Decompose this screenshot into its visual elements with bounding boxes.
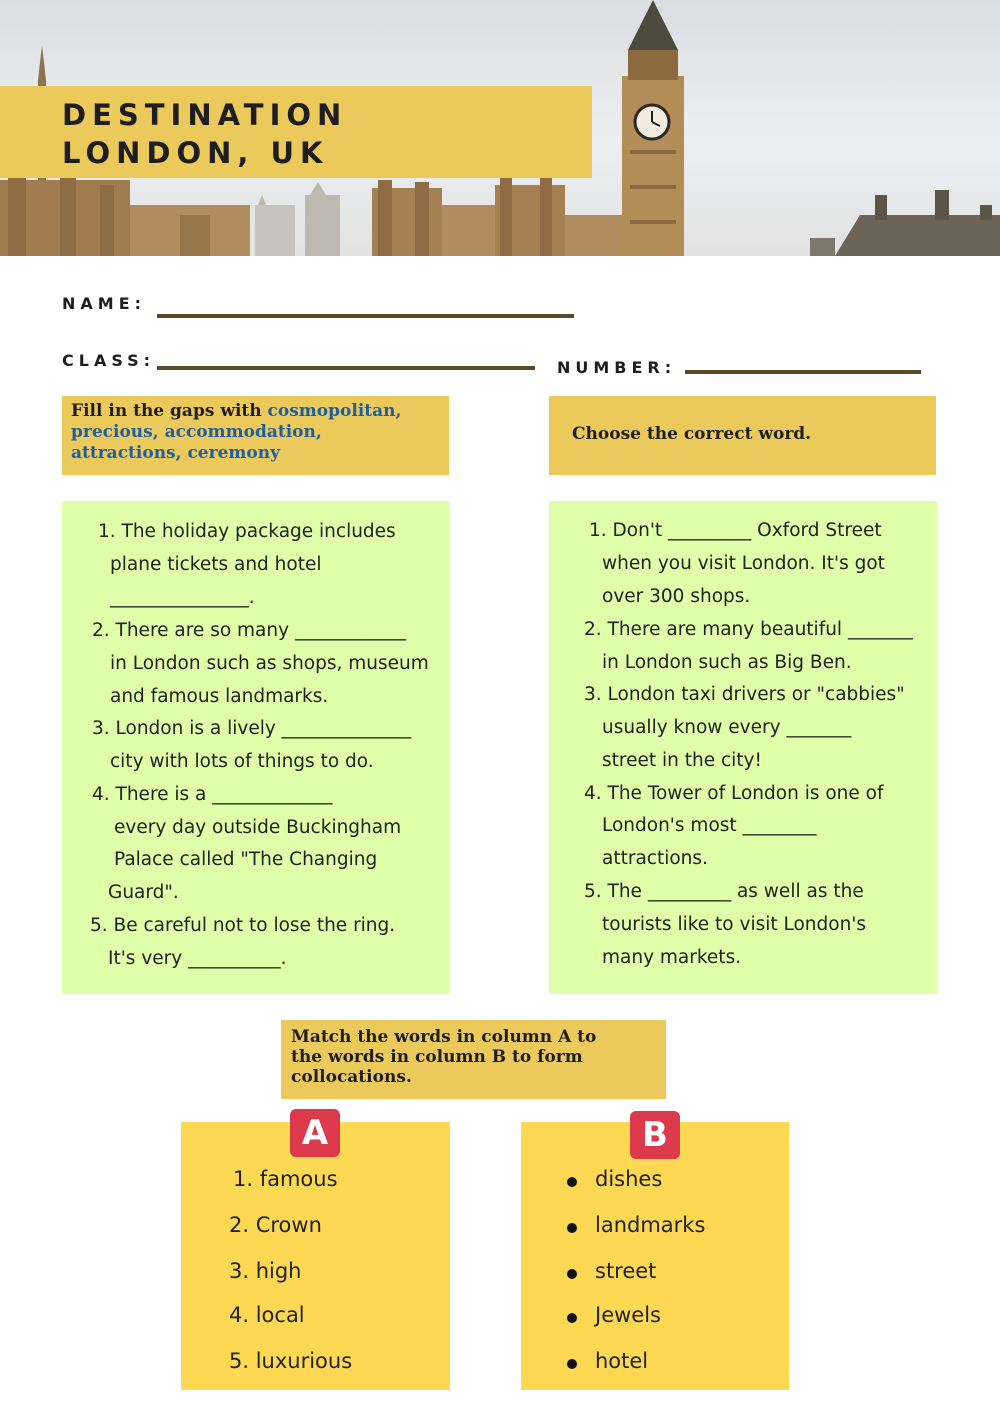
column-a-item: 4. local [229, 1303, 305, 1327]
exercise1-line: every day outside Buckingham [114, 817, 402, 838]
exercise1-line: Palace called "The Changing [114, 849, 378, 870]
column-a-item: 2. Crown [229, 1213, 322, 1237]
exercise2-line: attractions. [602, 848, 708, 869]
exercise3-instruction [281, 1020, 666, 1099]
exercise1-line: Guard". [108, 882, 179, 903]
exercise2-line: 4. The Tower of London is one of [584, 783, 884, 804]
exercise2-line: many markets. [602, 947, 742, 968]
exercise1-line: It's very __________. [108, 948, 287, 969]
exercise2-line: 3. London taxi drivers or "cabbies" [584, 684, 905, 705]
exercise3-instruction-line: Match the words in column A to [291, 1027, 597, 1047]
exercise2-box [549, 501, 937, 994]
column-a-item: 3. high [229, 1259, 302, 1283]
exercise2-line: 5. The _________ as well as the [584, 881, 864, 902]
exercise1-word-bank-2: precious, accommodation, [71, 422, 322, 442]
number-field[interactable] [685, 370, 921, 374]
exercise3-instruction-line: the words in column B to form [291, 1047, 583, 1067]
exercise2-line: London's most ________ [602, 815, 817, 836]
exercise1-line: city with lots of things to do. [110, 751, 374, 772]
exercise1-word-bank-1: cosmopolitan, [267, 401, 402, 421]
exercise1-instruction [62, 396, 449, 475]
title-line-1: DESTINATION [62, 98, 348, 132]
bullet-icon [567, 1177, 577, 1187]
exercise2-line: when you visit London. It's got [602, 553, 885, 574]
exercise1-line: 2. There are so many ____________ [92, 620, 406, 641]
class-field[interactable] [157, 366, 535, 370]
header-banner [0, 0, 1000, 256]
exercise2-instruction [549, 396, 936, 475]
exercise1-word-bank-3: attractions, ceremony [71, 443, 280, 463]
exercise2-line: in London such as Big Ben. [602, 652, 852, 673]
exercise1-line: 1. The holiday package includes [98, 521, 396, 542]
class-label: CLASS: [62, 351, 156, 370]
bullet-icon [567, 1359, 577, 1369]
exercise1-line: 5. Be careful not to lose the ring. [90, 915, 396, 936]
number-label: NUMBER: [557, 358, 677, 377]
exercise1-line: _______________. [110, 587, 255, 608]
name-label: NAME: [62, 294, 147, 313]
name-field[interactable] [157, 314, 574, 318]
exercise1-line: 4. There is a _____________ [92, 784, 333, 805]
title-box [0, 86, 592, 178]
exercise2-instruction-text: Choose the correct word. [572, 424, 812, 444]
column-b-item: landmarks [595, 1213, 706, 1237]
title-line-2: LONDON, UK [62, 136, 329, 170]
exercise3-instruction-line: collocations. [291, 1067, 412, 1087]
column-a-item: 5. luxurious [229, 1349, 353, 1373]
column-b-item: street [595, 1259, 657, 1283]
bullet-icon [567, 1223, 577, 1233]
bullet-icon [567, 1269, 577, 1279]
column-a-badge: A [290, 1109, 340, 1157]
column-b-item: Jewels [595, 1303, 661, 1327]
column-a-box [181, 1122, 450, 1390]
column-b-badge: B [630, 1111, 680, 1159]
exercise1-line: plane tickets and hotel [110, 554, 322, 575]
exercise2-line: 2. There are many beautiful _______ [584, 619, 913, 640]
exercise2-line: over 300 shops. [602, 586, 751, 607]
exercise1-instruction-text: Fill in the gaps with [71, 401, 268, 421]
exercise2-line: street in the city! [602, 750, 762, 771]
exercise1-line: in London such as shops, museum [110, 653, 429, 674]
column-b-item: dishes [595, 1167, 663, 1191]
exercise2-line: usually know every _______ [602, 717, 852, 738]
column-b-item: hotel [595, 1349, 649, 1373]
column-a-item: 1. famous [233, 1167, 338, 1191]
exercise2-line: 1. Don't _________ Oxford Street [589, 520, 882, 541]
exercise1-box [62, 501, 450, 994]
exercise1-line: 3. London is a lively ______________ [92, 718, 412, 739]
column-b-box [521, 1122, 789, 1390]
exercise1-line: and famous landmarks. [110, 686, 329, 707]
exercise2-line: tourists like to visit London's [602, 914, 867, 935]
bullet-icon [567, 1313, 577, 1323]
